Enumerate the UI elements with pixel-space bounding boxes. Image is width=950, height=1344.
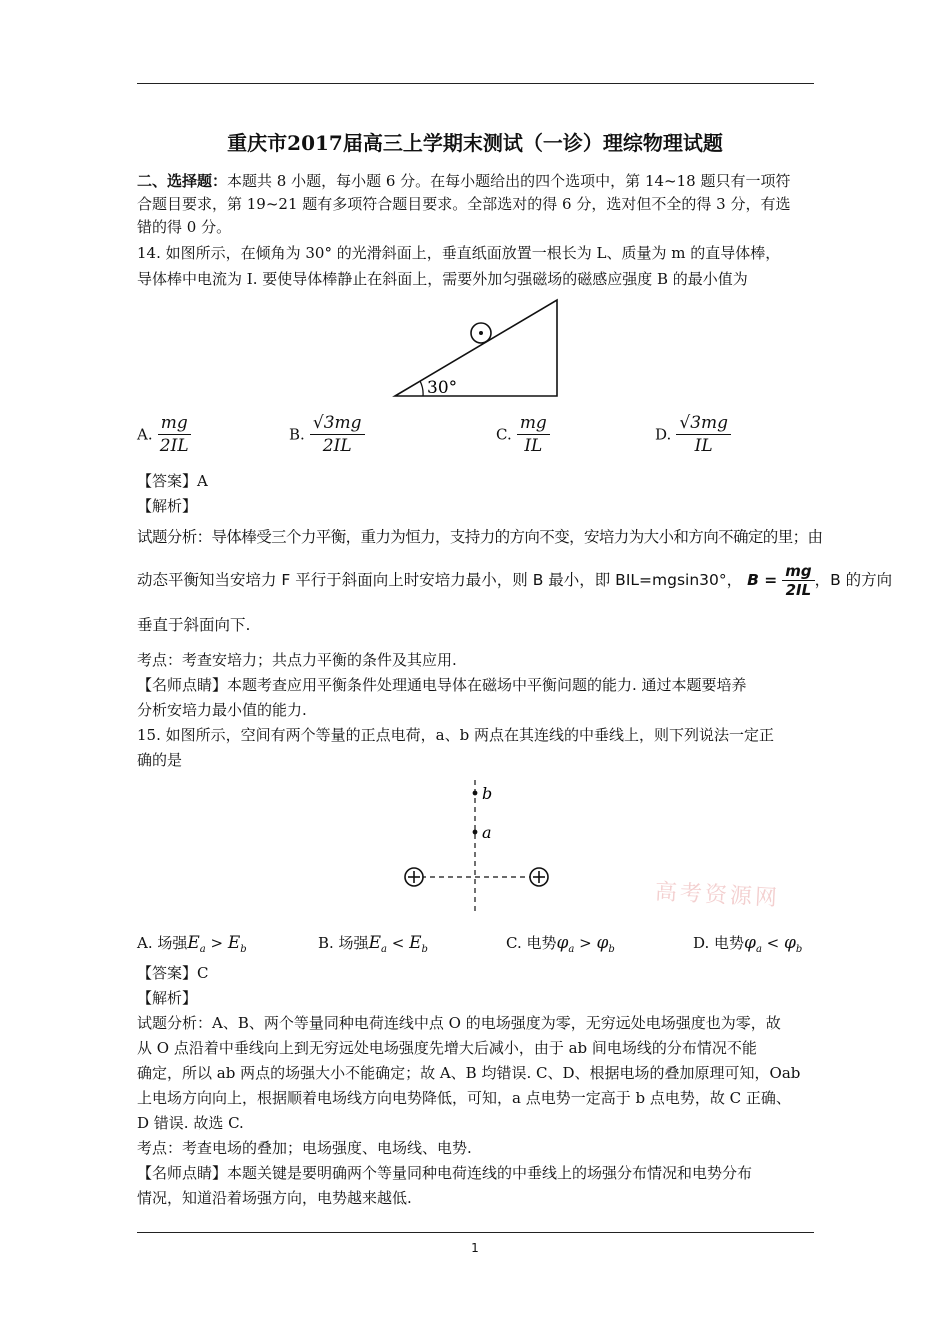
q14-analysis-line-1: 试题分析：导体棒受三个力平衡，重力为恒力，支持力的方向不变，安培力为大小和方向不确定的里；由 <box>137 528 823 546</box>
q15-stem-line-2: 确的是 <box>137 751 183 769</box>
q15-tip-line-1: 【名师点睛】本题关键是要明确两个等量同种电荷连线的中垂线上的场强分布情况和电势分布 <box>137 1164 753 1182</box>
q14-analysis-line-2: 动态平衡知当安培力 F 平行于斜面向上时安培力最小，则 B 最小，即 BIL=mgsin30°， B = $\frac{mg}{2IL}$ ，B 的方向 <box>137 562 893 599</box>
q15-answer: 【答案】C <box>137 964 209 982</box>
q14-stem-line-1: 14. 如图所示，在倾角为 30° 的光滑斜面上，垂直纸面放置一根长为 L、质量为 m 的直导体棒， <box>137 244 781 262</box>
option-b-fraction: $\frac{√3mg}{2IL}$ <box>310 412 365 457</box>
angle-label: 30° <box>427 378 458 398</box>
q14-stem-line-2: 导体棒中电流为 I. 要使导体棒静止在斜面上，需要外加匀强磁场的磁感应强度 B 的最小值为 <box>137 270 748 288</box>
incline-triangle <box>395 300 557 396</box>
q15-kaodian: 考点：考查电场的叠加；电场强度、电场线、电势. <box>137 1139 472 1157</box>
positive-charge-right-icon <box>530 868 548 886</box>
point-a-label: a <box>482 823 492 842</box>
q14-analysis-line-3: 垂直于斜面向下. <box>137 616 251 634</box>
section-intro-line-3: 错的得 0 分。 <box>137 218 232 236</box>
header-rule <box>137 83 814 84</box>
q14-kaodian: 考点：考查安培力；共点力平衡的条件及其应用. <box>137 651 457 669</box>
section-intro-line-1 <box>137 170 790 192</box>
page-title: 重庆市2017届高三上学期末测试（一诊）理综物理试题 <box>227 131 723 155</box>
q15-analysis-line-3: 确定，所以 ab 两点的场强大小不能确定；故 A、B 均错误. C、D、根据电场的叠加原理可知，Oab <box>137 1064 801 1082</box>
analysis-fraction: $\frac{mg}{2IL}$ <box>782 562 814 599</box>
q15-stem-line-1: 15. 如图所示，空间有两个等量的正点电荷，a、b 两点在其连线的中垂线上，则下列说法一定正 <box>137 726 774 744</box>
q15-analysis-line-2: 从 O 点沿着中垂线向上到无穷远处电场强度先增大后减小，由于 ab 间电场线的分布情况不能 <box>137 1039 757 1057</box>
q14-option-b[interactable]: B. $\frac{√3mg}{2IL}$ <box>289 412 365 457</box>
option-a-fraction: $\frac{mg}{2IL}$ <box>158 412 191 457</box>
point-a-dot <box>473 830 478 835</box>
section-intro-line-2: 合题目要求，第 19~21 题有多项符合题目要求。全部选对的得 6 分，选对但不全的得 3 分，有选 <box>137 195 791 213</box>
q14-analysis-head: 【解析】 <box>137 497 198 515</box>
option-c-fraction: $\frac{mg}{IL}$ <box>517 412 550 457</box>
option-d-fraction: $\frac{√3mg}{IL}$ <box>676 412 731 457</box>
q15-analysis-line-1: 试题分析：A、B、两个等量同种电荷连线中点 O 的电场强度为零，无穷远处电场强度也为零，故 <box>137 1014 781 1032</box>
incline-diagram <box>385 292 575 404</box>
q15-analysis-head: 【解析】 <box>137 989 198 1007</box>
q15-option-d[interactable]: D. 电势$\varphi_a < \varphi_b$ <box>693 933 803 955</box>
q14-tip-line-2: 分析安培力最小值的能力. <box>137 701 307 719</box>
point-b-label: b <box>482 784 493 803</box>
q14-option-a[interactable]: A. $\frac{mg}{2IL}$ <box>137 412 191 457</box>
positive-charge-left-icon <box>405 868 423 886</box>
q15-option-a[interactable]: A. 场强$E_a > E_b$ <box>137 933 247 955</box>
intro-text-1: 本题共 8 小题，每小题 6 分。在每小题给出的四个选项中，第 14~18 题只有一项符 <box>227 172 791 190</box>
q15-option-c[interactable]: C. 电势$\varphi_a > \varphi_b$ <box>506 933 615 955</box>
q15-option-b[interactable]: B. 场强$E_a < E_b$ <box>318 933 428 955</box>
current-out-dot-icon <box>479 331 483 335</box>
angle-arc <box>420 381 423 396</box>
point-b-dot <box>473 791 478 796</box>
q15-analysis-line-4: 上电场方向向上，根据顺着电场线方向电势降低，可知，a 点电势一定高于 b 点电势，故 C 正确、 <box>137 1089 791 1107</box>
q15-analysis-line-5: D 错误. 故选 C. <box>137 1114 244 1132</box>
section-label: 二、选择题： <box>137 172 228 190</box>
charges-diagram <box>395 775 565 920</box>
q14-tip-line-1: 【名师点睛】本题考查应用平衡条件处理通电导体在磁场中平衡问题的能力. 通过本题要培养 <box>137 676 747 694</box>
q14-option-d[interactable]: D. $\frac{√3mg}{IL}$ <box>655 412 731 457</box>
q15-tip-line-2: 情况，知道沿着场强方向，电势越来越低. <box>137 1189 412 1207</box>
watermark: 高考资源网 <box>654 879 781 912</box>
page-number: 1 <box>471 1241 479 1255</box>
q14-option-c[interactable]: C. $\frac{mg}{IL}$ <box>496 412 550 457</box>
q14-answer: 【答案】A <box>137 472 208 490</box>
footer-rule <box>137 1232 814 1233</box>
